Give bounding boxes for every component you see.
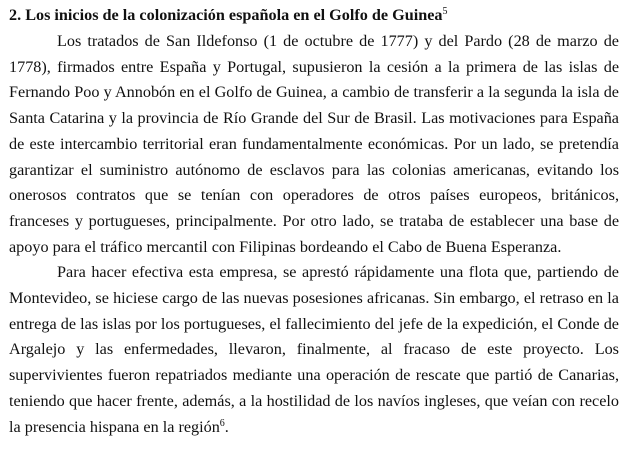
paragraph-line: Argalejo y las enfermedades, llevaron, finalmente, al fracaso de este proyecto. Los [9, 340, 619, 359]
sentence-end: . [224, 417, 229, 436]
paragraph-line: garantizar el suministro autónomo de esclavos para las colonias americanas, evitando los [9, 160, 619, 179]
paragraph-last-line [9, 415, 619, 441]
paragraph-line: apoyo para el tráfico mercantil con Filipinas bordeando el Cabo de Buena Esperanza. [9, 237, 562, 256]
paragraph-line: Para hacer efectiva esta empresa, se aprestó rápidamente una flota que, partiendo de [57, 263, 619, 282]
paragraph-line: Los tratados de San Ildefonso (1 de octubre de 1777) y del Pardo (28 de marzo de [57, 32, 619, 50]
paragraph-line: Fernando Poo y Annobón en el Golfo de Guinea, a cambio de transferir a la segunda la isla de [9, 83, 619, 102]
paragraph-line: teniendo que hacer frente, además, a la hostilidad de los navíos ingleses, que veían con recelo [9, 391, 619, 410]
paragraph-line-text: la presencia hispana en la región [9, 417, 220, 436]
paragraph-line: supervivientes fueron repatriados mediante una operación de rescate que partió de Canarias, [9, 366, 619, 385]
document-page [9, 5, 619, 440]
paragraph-line: Santa Catarina y la provincia de Río Grande del Sur de Brasil. Las motivaciones para España [9, 109, 619, 128]
paragraph-2 [9, 260, 619, 440]
paragraph-line: Montevideo, se hiciese cargo de las nuevas posesiones africanas. Sin embargo, el retraso en la [9, 289, 619, 308]
paragraph-line: 1778), firmados entre España y Portugal, supusieron la cesión a la primera de las islas de [9, 57, 619, 76]
paragraph-line: onerosos contratos que se tenían con operadores de otros países europeos, británicos, [9, 186, 619, 205]
section-heading [9, 5, 619, 26]
paragraph-line: de este intercambio territorial eran fundamentalmente económicas. Por un lado, se pretendía [9, 134, 619, 153]
paragraph-line: franceses y portugueses, principalmente. Por otro lado, se trataba de establecer una base de [9, 211, 619, 230]
paragraph-1 [9, 29, 619, 260]
section-heading-text: 2. Los inicios de la colonización española en el Golfo de Guinea [9, 6, 443, 24]
footnote-marker: 6 [219, 417, 225, 429]
footnote-marker: 5 [442, 6, 448, 17]
paragraph-line: entrega de las islas por los portugueses, el fallecimiento del jefe de la expedición, el Conde de [9, 314, 619, 333]
